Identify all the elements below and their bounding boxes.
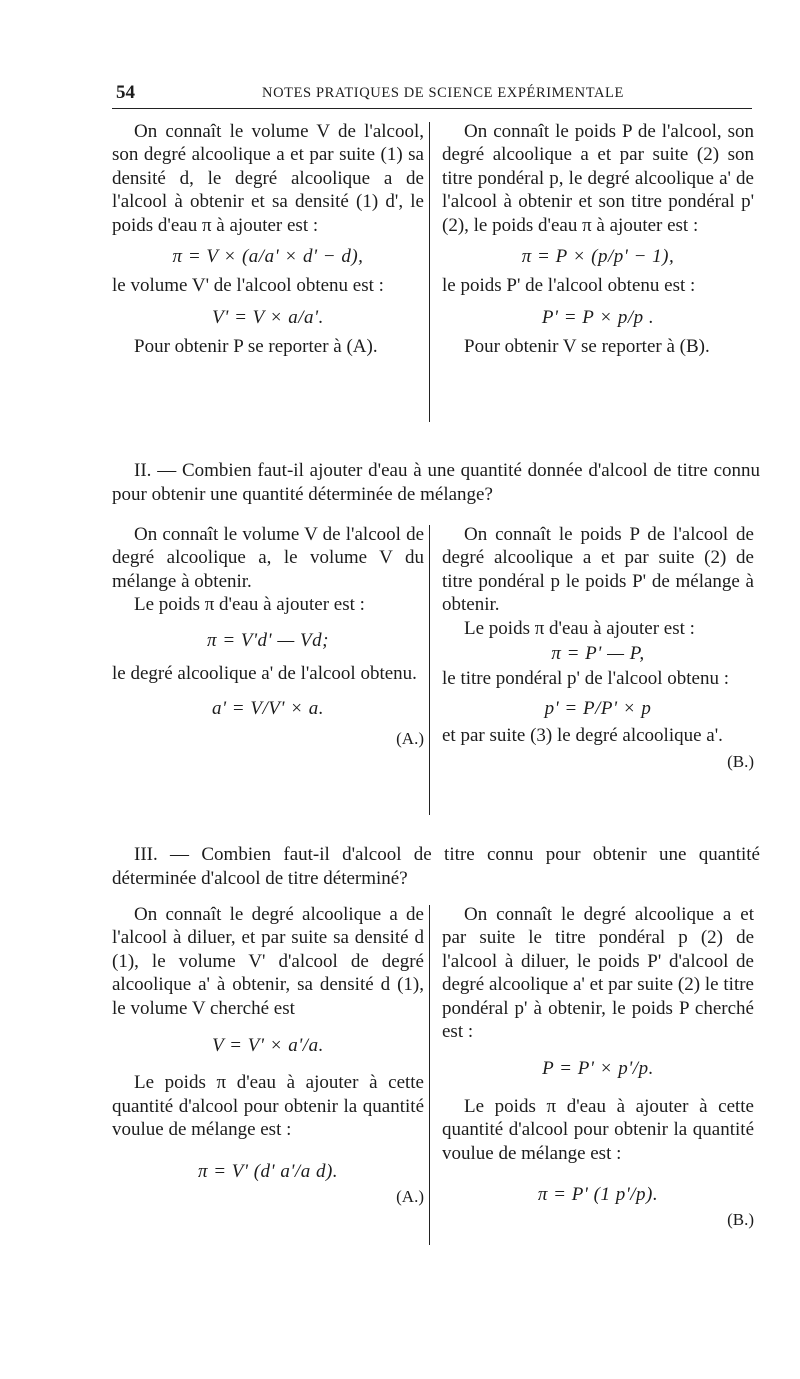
formula-label: (A.): [396, 1187, 424, 1207]
formula: π = P × (p/p' − 1),: [521, 246, 675, 268]
paragraph: On connaît le poids P de l'alcool de degré alcoolique a et par suite (2) de titre pondéral p le poids P' de mélange à obtenir.: [442, 524, 754, 616]
formula: p' = P/P' × p: [544, 697, 652, 719]
paragraph: le poids P' de l'alcool obtenu est :: [442, 275, 696, 297]
page-number: 54: [116, 82, 135, 103]
paragraph: Le poids π d'eau à ajouter est :: [464, 617, 695, 639]
page-header: [112, 80, 752, 109]
formula: V' = V × a/a'.: [212, 306, 324, 328]
paragraph: Le poids π d'eau à ajouter est :: [134, 594, 365, 616]
paragraph: Le poids π d'eau à ajouter à cette quantité d'alcool pour obtenir la quantité voulue de mélange est :: [112, 1072, 424, 1141]
paragraph: Le poids π d'eau à ajouter à cette quantité d'alcool pour obtenir la quantité voulue de mélange est :: [442, 1095, 754, 1164]
section-3: [112, 903, 760, 1253]
formula: π = V × (a/a' × d' − d),: [172, 246, 364, 268]
paragraph: le volume V' de l'alcool obtenu est :: [112, 275, 384, 297]
column-divider: [429, 905, 430, 1245]
column-divider: [429, 525, 430, 815]
section-2-left-column: [112, 523, 424, 750]
paragraph: le degré alcoolique a' de l'alcool obtenu.: [112, 663, 417, 685]
formula-label: (B.): [727, 751, 754, 771]
paragraph: On connaît le degré alcoolique a de l'alcool à diluer, et par suite sa densité d (1), le volume V' d'alcool de degré alcoolique a' à obtenir, sa densité d (1), le volume V cherché est: [112, 904, 424, 1019]
paragraph: le titre pondéral p' de l'alcool obtenu :: [442, 668, 730, 690]
section-1-right-column: [442, 120, 754, 359]
paragraph: On connaît le volume V de l'alcool de degré alcoolique a, le volume V du mélange à obtenir.: [112, 524, 424, 592]
paragraph: Pour obtenir V se reporter à (B).: [464, 336, 710, 358]
formula-label: (B.): [727, 1210, 754, 1230]
section-3-right-column: [442, 903, 754, 1232]
section-2: [112, 523, 760, 823]
formula: π = V' (d' a'/a d).: [197, 1160, 339, 1182]
question-3: III. — Combien faut-il d'alcool de titre connu pour obtenir une quantité déterminée d'alcool de titre déterminé?: [112, 844, 760, 889]
formula: a' = V/V' × a.: [211, 698, 324, 720]
running-title: NOTES PRATIQUES DE SCIENCE EXPÉRIMENTALE: [262, 85, 624, 101]
question-2: II. — Combien faut-il ajouter d'eau à une quantité donnée d'alcool de titre connu pour obtenir une quantité déterminée de mélange?: [112, 460, 760, 505]
section-3-left-column: [112, 903, 424, 1208]
section-1: [112, 120, 760, 430]
paragraph: On connaît le degré alcoolique a et par suite le titre pondéral p (2) de l'alcool à diluer, le poids P' d'alcool de degré alcoolique a' et par suite (2) le titre pondéral p' à obtenir, le poids P cherché est :: [442, 904, 754, 1043]
paragraph: Pour obtenir P se reporter à (A).: [134, 336, 378, 358]
paragraph: On connaît le poids P de l'alcool, son degré alcoolique a et par suite (2) son titre pondéral p, le degré alcoolique a' de l'alcool à obtenir et son titre pondéral p' (2), le poids d'eau π à ajouter est :: [442, 121, 754, 236]
formula: π = P' (1 p'/p).: [537, 1184, 659, 1206]
section-2-right-column: [442, 523, 754, 773]
formula-label: (A.): [396, 728, 424, 748]
formula: π = P' — P,: [551, 643, 645, 665]
paragraph: et par suite (3) le degré alcoolique a'.: [442, 725, 723, 747]
paragraph: On connaît le volume V de l'alcool, son degré alcoolique a et par suite (1) sa densité d, le degré alcoolique a de l'alcool à obtenir et sa densité (1) d', le poids d'eau π à ajouter est :: [112, 121, 424, 236]
formula: V = V' × a'/a.: [212, 1035, 324, 1057]
formula: π = V'd' — Vd;: [207, 629, 329, 651]
formula: P = P' × p'/p.: [542, 1058, 654, 1080]
column-divider: [429, 122, 430, 422]
section-1-left-column: [112, 120, 424, 359]
formula: P' = P × p/p .: [541, 306, 655, 328]
